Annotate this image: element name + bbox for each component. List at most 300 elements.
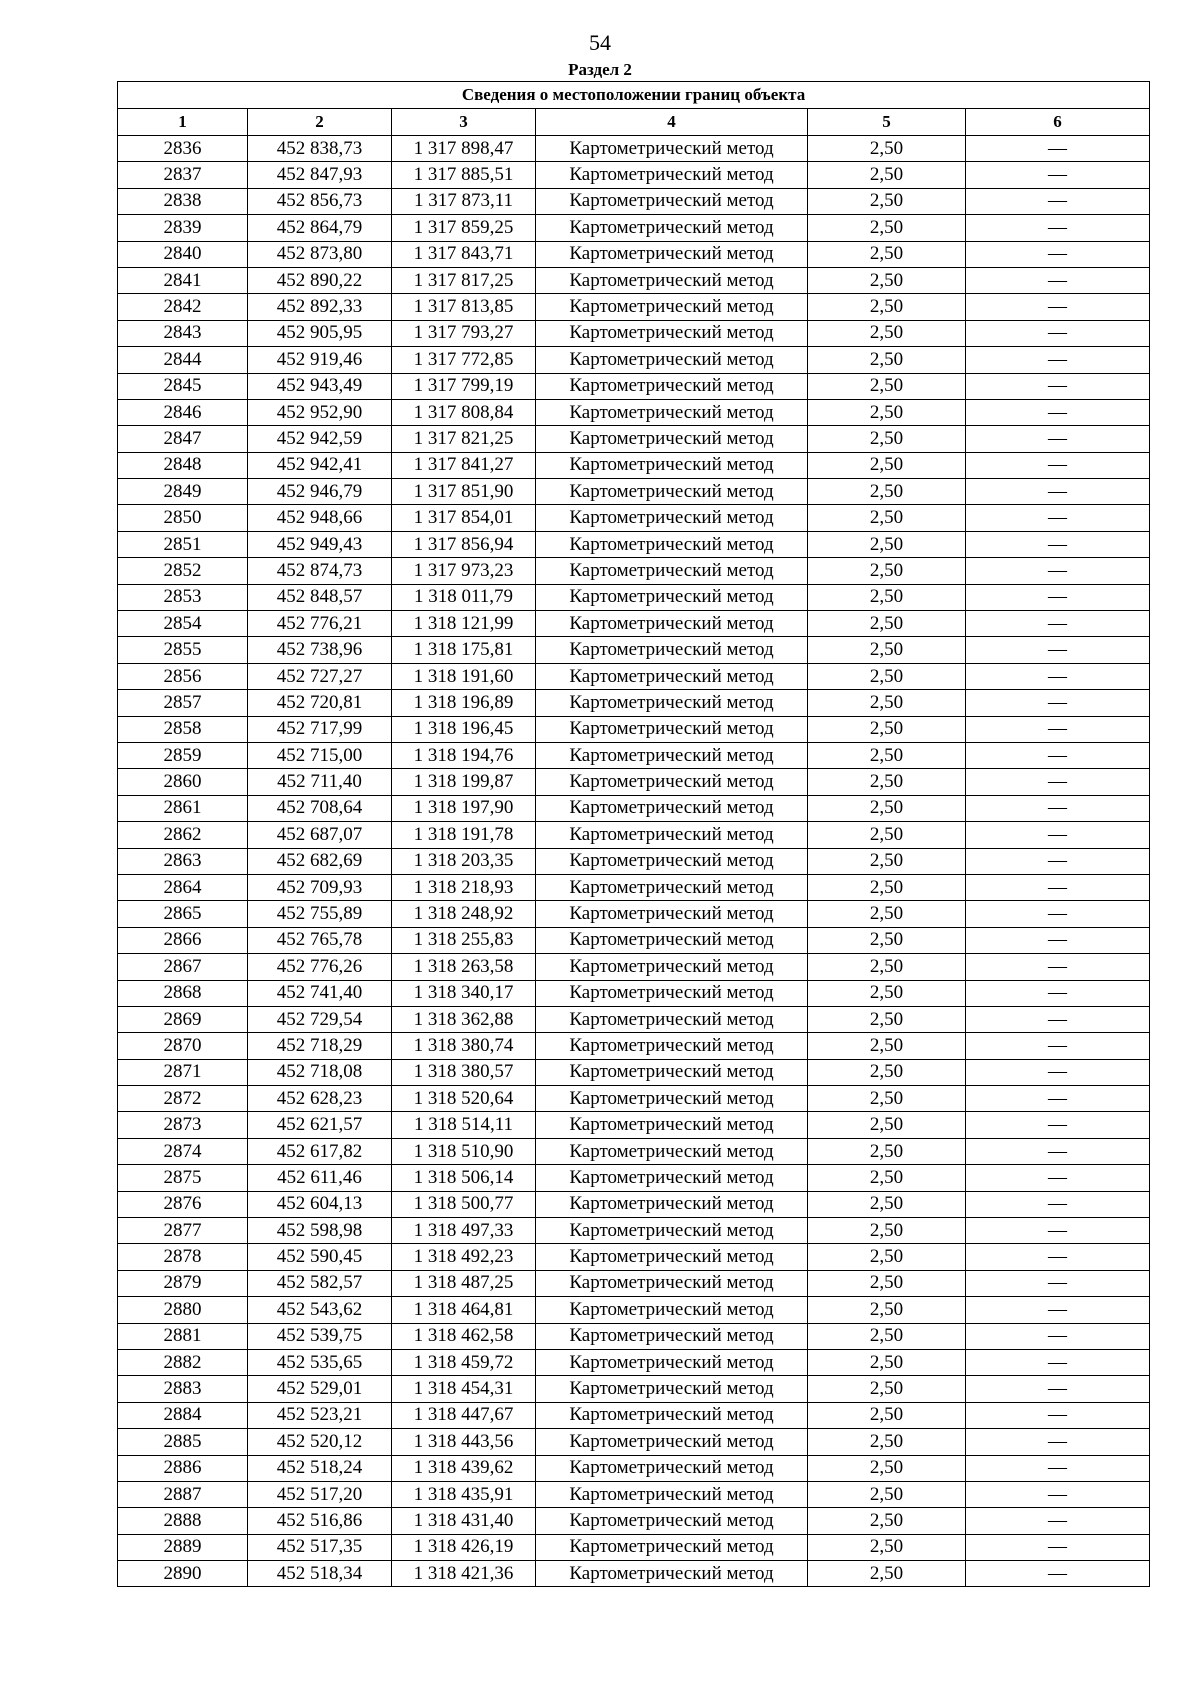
accuracy-cell: 2,50: [808, 1323, 966, 1349]
y-coordinate-cell: 1 318 196,89: [392, 690, 536, 716]
point-number-cell: 2862: [118, 822, 248, 848]
description-cell: —: [966, 742, 1150, 768]
description-cell: —: [966, 637, 1150, 663]
x-coordinate-cell: 452 718,29: [248, 1033, 392, 1059]
x-coordinate-cell: 452 539,75: [248, 1323, 392, 1349]
point-number-cell: 2843: [118, 320, 248, 346]
x-coordinate-cell: 452 708,64: [248, 795, 392, 821]
x-coordinate-cell: 452 543,62: [248, 1297, 392, 1323]
accuracy-cell: 2,50: [808, 558, 966, 584]
x-coordinate-cell: 452 948,66: [248, 505, 392, 531]
accuracy-cell: 2,50: [808, 1376, 966, 1402]
description-cell: —: [966, 901, 1150, 927]
description-cell: —: [966, 373, 1150, 399]
x-coordinate-cell: 452 873,80: [248, 241, 392, 267]
table-row: [118, 479, 1150, 505]
table-body: [118, 136, 1150, 1587]
method-cell: Картометрический метод: [536, 294, 808, 320]
y-coordinate-cell: 1 318 362,88: [392, 1006, 536, 1032]
x-coordinate-cell: 452 535,65: [248, 1349, 392, 1375]
y-coordinate-cell: 1 317 821,25: [392, 426, 536, 452]
column-number-6: 6: [966, 109, 1150, 136]
method-cell: Картометрический метод: [536, 1218, 808, 1244]
y-coordinate-cell: 1 318 196,45: [392, 716, 536, 742]
y-coordinate-cell: 1 318 175,81: [392, 637, 536, 663]
y-coordinate-cell: 1 317 973,23: [392, 558, 536, 584]
y-coordinate-cell: 1 318 497,33: [392, 1218, 536, 1244]
y-coordinate-cell: 1 318 462,58: [392, 1323, 536, 1349]
accuracy-cell: 2,50: [808, 1297, 966, 1323]
y-coordinate-cell: 1 318 121,99: [392, 611, 536, 637]
accuracy-cell: 2,50: [808, 848, 966, 874]
x-coordinate-cell: 452 848,57: [248, 584, 392, 610]
accuracy-cell: 2,50: [808, 399, 966, 425]
x-coordinate-cell: 452 847,93: [248, 162, 392, 188]
table-row: [118, 1455, 1150, 1481]
y-coordinate-cell: 1 318 514,11: [392, 1112, 536, 1138]
table-row: [118, 1508, 1150, 1534]
x-coordinate-cell: 452 720,81: [248, 690, 392, 716]
method-cell: Картометрический метод: [536, 452, 808, 478]
description-cell: —: [966, 479, 1150, 505]
table-row: [118, 136, 1150, 162]
x-coordinate-cell: 452 687,07: [248, 822, 392, 848]
description-cell: —: [966, 1429, 1150, 1455]
accuracy-cell: 2,50: [808, 1006, 966, 1032]
description-cell: —: [966, 1165, 1150, 1191]
table-row: [118, 690, 1150, 716]
description-cell: —: [966, 294, 1150, 320]
y-coordinate-cell: 1 317 898,47: [392, 136, 536, 162]
x-coordinate-cell: 452 529,01: [248, 1376, 392, 1402]
method-cell: Картометрический метод: [536, 1006, 808, 1032]
method-cell: Картометрический метод: [536, 927, 808, 953]
method-cell: Картометрический метод: [536, 874, 808, 900]
method-cell: Картометрический метод: [536, 1112, 808, 1138]
method-cell: Картометрический метод: [536, 1561, 808, 1587]
column-number-3: 3: [392, 109, 536, 136]
description-cell: —: [966, 980, 1150, 1006]
point-number-cell: 2836: [118, 136, 248, 162]
point-number-cell: 2863: [118, 848, 248, 874]
description-cell: —: [966, 188, 1150, 214]
description-cell: —: [966, 320, 1150, 346]
point-number-cell: 2857: [118, 690, 248, 716]
x-coordinate-cell: 452 604,13: [248, 1191, 392, 1217]
y-coordinate-cell: 1 318 487,25: [392, 1270, 536, 1296]
section-title: Раздел 2: [568, 60, 632, 79]
description-cell: —: [966, 1138, 1150, 1164]
method-cell: Картометрический метод: [536, 795, 808, 821]
method-cell: Картометрический метод: [536, 1244, 808, 1270]
point-number-cell: 2853: [118, 584, 248, 610]
description-cell: —: [966, 1112, 1150, 1138]
method-cell: Картометрический метод: [536, 1270, 808, 1296]
description-cell: —: [966, 426, 1150, 452]
x-coordinate-cell: 452 741,40: [248, 980, 392, 1006]
x-coordinate-cell: 452 952,90: [248, 399, 392, 425]
x-coordinate-cell: 452 946,79: [248, 479, 392, 505]
method-cell: Картометрический метод: [536, 136, 808, 162]
method-cell: Картометрический метод: [536, 1191, 808, 1217]
table-row: [118, 980, 1150, 1006]
x-coordinate-cell: 452 611,46: [248, 1165, 392, 1191]
method-cell: Картометрический метод: [536, 1481, 808, 1507]
accuracy-cell: 2,50: [808, 769, 966, 795]
method-cell: Картометрический метод: [536, 188, 808, 214]
description-cell: —: [966, 1323, 1150, 1349]
accuracy-cell: 2,50: [808, 742, 966, 768]
point-number-cell: 2840: [118, 241, 248, 267]
point-number-cell: 2869: [118, 1006, 248, 1032]
table-row: [118, 874, 1150, 900]
accuracy-cell: 2,50: [808, 874, 966, 900]
description-cell: —: [966, 531, 1150, 557]
description-cell: —: [966, 162, 1150, 188]
accuracy-cell: 2,50: [808, 1218, 966, 1244]
accuracy-cell: 2,50: [808, 162, 966, 188]
accuracy-cell: 2,50: [808, 505, 966, 531]
accuracy-cell: 2,50: [808, 1138, 966, 1164]
accuracy-cell: 2,50: [808, 294, 966, 320]
point-number-cell: 2867: [118, 954, 248, 980]
accuracy-cell: 2,50: [808, 531, 966, 557]
accuracy-cell: 2,50: [808, 241, 966, 267]
method-cell: Картометрический метод: [536, 1086, 808, 1112]
y-coordinate-cell: 1 318 199,87: [392, 769, 536, 795]
method-cell: Картометрический метод: [536, 954, 808, 980]
method-cell: Картометрический метод: [536, 1508, 808, 1534]
y-coordinate-cell: 1 317 854,01: [392, 505, 536, 531]
method-cell: Картометрический метод: [536, 980, 808, 1006]
table-row: [118, 505, 1150, 531]
y-coordinate-cell: 1 318 218,93: [392, 874, 536, 900]
point-number-cell: 2874: [118, 1138, 248, 1164]
table-row: [118, 426, 1150, 452]
column-number-5: 5: [808, 109, 966, 136]
method-cell: Картометрический метод: [536, 399, 808, 425]
method-cell: Картометрический метод: [536, 1138, 808, 1164]
description-cell: —: [966, 347, 1150, 373]
point-number-cell: 2855: [118, 637, 248, 663]
page-number: 54: [589, 30, 611, 55]
method-cell: Картометрический метод: [536, 769, 808, 795]
y-coordinate-cell: 1 318 194,76: [392, 742, 536, 768]
y-coordinate-cell: 1 318 203,35: [392, 848, 536, 874]
point-number-cell: 2881: [118, 1323, 248, 1349]
table-row: [118, 1534, 1150, 1560]
table-row: [118, 716, 1150, 742]
accuracy-cell: 2,50: [808, 980, 966, 1006]
y-coordinate-cell: 1 317 856,94: [392, 531, 536, 557]
table-row: [118, 584, 1150, 610]
y-coordinate-cell: 1 318 248,92: [392, 901, 536, 927]
accuracy-cell: 2,50: [808, 426, 966, 452]
x-coordinate-cell: 452 517,35: [248, 1534, 392, 1560]
method-cell: Картометрический метод: [536, 1033, 808, 1059]
y-coordinate-cell: 1 318 255,83: [392, 927, 536, 953]
table-row: [118, 320, 1150, 346]
y-coordinate-cell: 1 318 443,56: [392, 1429, 536, 1455]
method-cell: Картометрический метод: [536, 1402, 808, 1428]
x-coordinate-cell: 452 942,41: [248, 452, 392, 478]
point-number-cell: 2838: [118, 188, 248, 214]
point-number-cell: 2887: [118, 1481, 248, 1507]
point-number-cell: 2858: [118, 716, 248, 742]
table-row: [118, 294, 1150, 320]
x-coordinate-cell: 452 598,98: [248, 1218, 392, 1244]
accuracy-cell: 2,50: [808, 136, 966, 162]
table-row: [118, 954, 1150, 980]
x-coordinate-cell: 452 590,45: [248, 1244, 392, 1270]
accuracy-cell: 2,50: [808, 1455, 966, 1481]
accuracy-cell: 2,50: [808, 347, 966, 373]
accuracy-cell: 2,50: [808, 1270, 966, 1296]
x-coordinate-cell: 452 516,86: [248, 1508, 392, 1534]
point-number-cell: 2852: [118, 558, 248, 584]
point-number-cell: 2876: [118, 1191, 248, 1217]
x-coordinate-cell: 452 628,23: [248, 1086, 392, 1112]
description-cell: —: [966, 1244, 1150, 1270]
table-row: [118, 215, 1150, 241]
table-row: [118, 399, 1150, 425]
x-coordinate-cell: 452 727,27: [248, 663, 392, 689]
y-coordinate-cell: 1 318 520,64: [392, 1086, 536, 1112]
y-coordinate-cell: 1 318 439,62: [392, 1455, 536, 1481]
x-coordinate-cell: 452 517,20: [248, 1481, 392, 1507]
point-number-cell: 2888: [118, 1508, 248, 1534]
table-row: [118, 1561, 1150, 1587]
point-number-cell: 2861: [118, 795, 248, 821]
description-cell: —: [966, 1534, 1150, 1560]
accuracy-cell: 2,50: [808, 1244, 966, 1270]
description-cell: —: [966, 505, 1150, 531]
table-row: [118, 769, 1150, 795]
x-coordinate-cell: 452 709,93: [248, 874, 392, 900]
point-number-cell: 2856: [118, 663, 248, 689]
method-cell: Картометрический метод: [536, 558, 808, 584]
x-coordinate-cell: 452 892,33: [248, 294, 392, 320]
y-coordinate-cell: 1 317 793,27: [392, 320, 536, 346]
table-row: [118, 162, 1150, 188]
method-cell: Картометрический метод: [536, 611, 808, 637]
y-coordinate-cell: 1 318 431,40: [392, 1508, 536, 1534]
table-caption-row: [118, 82, 1150, 109]
table-row: [118, 531, 1150, 557]
boundary-coordinates-table: [117, 81, 1150, 1587]
method-cell: Картометрический метод: [536, 347, 808, 373]
point-number-cell: 2860: [118, 769, 248, 795]
table-row: [118, 1112, 1150, 1138]
point-number-cell: 2866: [118, 927, 248, 953]
y-coordinate-cell: 1 317 885,51: [392, 162, 536, 188]
table-row: [118, 1481, 1150, 1507]
y-coordinate-cell: 1 318 421,36: [392, 1561, 536, 1587]
point-number-cell: 2873: [118, 1112, 248, 1138]
description-cell: —: [966, 1059, 1150, 1085]
accuracy-cell: 2,50: [808, 215, 966, 241]
accuracy-cell: 2,50: [808, 188, 966, 214]
point-number-cell: 2842: [118, 294, 248, 320]
method-cell: Картометрический метод: [536, 742, 808, 768]
y-coordinate-cell: 1 318 191,78: [392, 822, 536, 848]
y-coordinate-cell: 1 318 454,31: [392, 1376, 536, 1402]
y-coordinate-cell: 1 317 799,19: [392, 373, 536, 399]
table-row: [118, 558, 1150, 584]
method-cell: Картометрический метод: [536, 1534, 808, 1560]
point-number-cell: 2868: [118, 980, 248, 1006]
point-number-cell: 2850: [118, 505, 248, 531]
x-coordinate-cell: 452 520,12: [248, 1429, 392, 1455]
method-cell: Картометрический метод: [536, 1165, 808, 1191]
accuracy-cell: 2,50: [808, 1059, 966, 1085]
x-coordinate-cell: 452 838,73: [248, 136, 392, 162]
accuracy-cell: 2,50: [808, 373, 966, 399]
table-row: [118, 373, 1150, 399]
y-coordinate-cell: 1 317 859,25: [392, 215, 536, 241]
point-number-cell: 2889: [118, 1534, 248, 1560]
accuracy-cell: 2,50: [808, 1112, 966, 1138]
description-cell: —: [966, 690, 1150, 716]
y-coordinate-cell: 1 318 506,14: [392, 1165, 536, 1191]
description-cell: —: [966, 1006, 1150, 1032]
point-number-cell: 2851: [118, 531, 248, 557]
x-coordinate-cell: 452 949,43: [248, 531, 392, 557]
column-number-2: 2: [248, 109, 392, 136]
table-row: [118, 1033, 1150, 1059]
accuracy-cell: 2,50: [808, 927, 966, 953]
y-coordinate-cell: 1 318 380,57: [392, 1059, 536, 1085]
method-cell: Картометрический метод: [536, 1059, 808, 1085]
table-row: [118, 611, 1150, 637]
description-cell: —: [966, 1481, 1150, 1507]
method-cell: Картометрический метод: [536, 716, 808, 742]
table-row: [118, 1059, 1150, 1085]
accuracy-cell: 2,50: [808, 320, 966, 346]
method-cell: Картометрический метод: [536, 822, 808, 848]
x-coordinate-cell: 452 518,34: [248, 1561, 392, 1587]
description-cell: —: [966, 795, 1150, 821]
description-cell: —: [966, 611, 1150, 637]
accuracy-cell: 2,50: [808, 1349, 966, 1375]
accuracy-cell: 2,50: [808, 954, 966, 980]
accuracy-cell: 2,50: [808, 1429, 966, 1455]
point-number-cell: 2883: [118, 1376, 248, 1402]
x-coordinate-cell: 452 718,08: [248, 1059, 392, 1085]
y-coordinate-cell: 1 318 197,90: [392, 795, 536, 821]
point-number-cell: 2848: [118, 452, 248, 478]
table-row: [118, 663, 1150, 689]
point-number-cell: 2844: [118, 347, 248, 373]
table-row: [118, 1402, 1150, 1428]
x-coordinate-cell: 452 582,57: [248, 1270, 392, 1296]
accuracy-cell: 2,50: [808, 1402, 966, 1428]
table-row: [118, 1376, 1150, 1402]
accuracy-cell: 2,50: [808, 663, 966, 689]
description-cell: —: [966, 558, 1150, 584]
point-number-cell: 2864: [118, 874, 248, 900]
description-cell: —: [966, 584, 1150, 610]
table-row: [118, 1270, 1150, 1296]
description-cell: —: [966, 1297, 1150, 1323]
point-number-cell: 2875: [118, 1165, 248, 1191]
description-cell: —: [966, 1455, 1150, 1481]
table-row: [118, 452, 1150, 478]
x-coordinate-cell: 452 919,46: [248, 347, 392, 373]
description-cell: —: [966, 136, 1150, 162]
x-coordinate-cell: 452 890,22: [248, 267, 392, 293]
column-number-1: 1: [118, 109, 248, 136]
method-cell: Картометрический метод: [536, 584, 808, 610]
point-number-cell: 2849: [118, 479, 248, 505]
method-cell: Картометрический метод: [536, 1455, 808, 1481]
x-coordinate-cell: 452 776,21: [248, 611, 392, 637]
accuracy-cell: 2,50: [808, 611, 966, 637]
description-cell: —: [966, 1402, 1150, 1428]
description-cell: —: [966, 927, 1150, 953]
table-row: [118, 1297, 1150, 1323]
y-coordinate-cell: 1 318 500,77: [392, 1191, 536, 1217]
x-coordinate-cell: 452 874,73: [248, 558, 392, 584]
method-cell: Картометрический метод: [536, 663, 808, 689]
accuracy-cell: 2,50: [808, 1481, 966, 1507]
description-cell: —: [966, 663, 1150, 689]
x-coordinate-cell: 452 905,95: [248, 320, 392, 346]
x-coordinate-cell: 452 755,89: [248, 901, 392, 927]
description-cell: —: [966, 954, 1150, 980]
method-cell: Картометрический метод: [536, 373, 808, 399]
y-coordinate-cell: 1 317 841,27: [392, 452, 536, 478]
x-coordinate-cell: 452 715,00: [248, 742, 392, 768]
y-coordinate-cell: 1 317 851,90: [392, 479, 536, 505]
point-number-cell: 2837: [118, 162, 248, 188]
accuracy-cell: 2,50: [808, 1086, 966, 1112]
method-cell: Картометрический метод: [536, 1349, 808, 1375]
method-cell: Картометрический метод: [536, 848, 808, 874]
method-cell: Картометрический метод: [536, 637, 808, 663]
point-number-cell: 2847: [118, 426, 248, 452]
method-cell: Картометрический метод: [536, 1297, 808, 1323]
point-number-cell: 2871: [118, 1059, 248, 1085]
method-cell: Картометрический метод: [536, 531, 808, 557]
y-coordinate-cell: 1 318 435,91: [392, 1481, 536, 1507]
description-cell: —: [966, 399, 1150, 425]
table-row: [118, 1244, 1150, 1270]
description-cell: —: [966, 267, 1150, 293]
y-coordinate-cell: 1 317 843,71: [392, 241, 536, 267]
column-number-row: [118, 109, 1150, 136]
y-coordinate-cell: 1 317 772,85: [392, 347, 536, 373]
accuracy-cell: 2,50: [808, 1033, 966, 1059]
y-coordinate-cell: 1 317 817,25: [392, 267, 536, 293]
y-coordinate-cell: 1 318 426,19: [392, 1534, 536, 1560]
method-cell: Картометрический метод: [536, 241, 808, 267]
x-coordinate-cell: 452 864,79: [248, 215, 392, 241]
table-row: [118, 795, 1150, 821]
x-coordinate-cell: 452 942,59: [248, 426, 392, 452]
method-cell: Картометрический метод: [536, 1429, 808, 1455]
description-cell: —: [966, 874, 1150, 900]
description-cell: —: [966, 241, 1150, 267]
accuracy-cell: 2,50: [808, 584, 966, 610]
description-cell: —: [966, 1191, 1150, 1217]
method-cell: Картометрический метод: [536, 267, 808, 293]
method-cell: Картометрический метод: [536, 901, 808, 927]
accuracy-cell: 2,50: [808, 1191, 966, 1217]
x-coordinate-cell: 452 518,24: [248, 1455, 392, 1481]
y-coordinate-cell: 1 318 510,90: [392, 1138, 536, 1164]
y-coordinate-cell: 1 318 011,79: [392, 584, 536, 610]
